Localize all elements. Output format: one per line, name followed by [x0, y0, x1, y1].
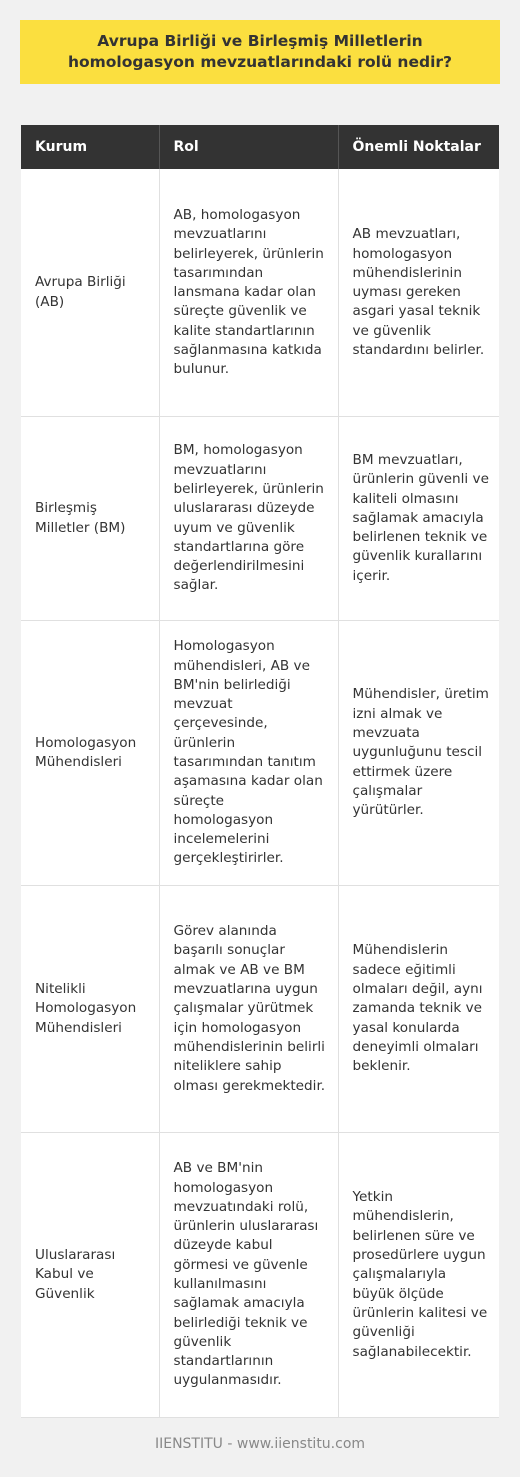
- cell-rol: AB ve BM'nin homologasyon mevzuatındaki rolü, ürünlerin uluslararası düzeyde kabul görmesi ve güvenle kullanılmasını sağlamak amacıyla belirlediği teknik ve güvenlik standartlarının uygulanmasıdır.: [159, 1132, 338, 1417]
- cell-kurum: Uluslararası Kabul ve Güvenlik: [21, 1132, 159, 1417]
- table-row: [21, 1132, 499, 1417]
- cell-onemli-noktalar: Yetkin mühendislerin, belirlenen süre ve prosedürlere uygun çalışmalarıyla büyük ölçüde ürünlerin kalitesi ve güvenliği sağlanabilecektir.: [338, 1132, 499, 1417]
- cell-onemli-noktalar: Mühendisler, üretim izni almak ve mevzuata uygunluğunu tescil ettirmek üzere çalışmalar yürütürler.: [338, 620, 499, 885]
- table-row: [21, 169, 499, 416]
- table-row: [21, 885, 499, 1132]
- homologation-table: [21, 125, 499, 1418]
- title-banner: [20, 20, 500, 84]
- cell-rol: Homologasyon mühendisleri, AB ve BM'nin belirlediği mevzuat çerçevesinde, ürünlerin tasarımından tanıtım aşamasına kadar olan süreçte homologasyon incelemelerini gerçekleştirirler.: [159, 620, 338, 885]
- cell-kurum: Avrupa Birliği (AB): [21, 169, 159, 416]
- cell-rol: BM, homologasyon mevzuatlarını belirleyerek, ürünlerin uluslararası düzeyde uyum ve güvenlik standartlarına göre değerlendirilmesini sağlar.: [159, 416, 338, 620]
- cell-kurum: Nitelikli Homologasyon Mühendisleri: [21, 885, 159, 1132]
- cell-kurum: Birleşmiş Milletler (BM): [21, 416, 159, 620]
- column-header-kurum: Kurum: [21, 125, 159, 169]
- cell-rol: AB, homologasyon mevzuatlarını belirleyerek, ürünlerin tasarımından lansmana kadar olan süreçte güvenlik ve kalite standartlarının sağlanmasına katkıda bulunur.: [159, 169, 338, 416]
- cell-kurum: Homologasyon Mühendisleri: [21, 620, 159, 885]
- cell-rol: Görev alanında başarılı sonuçlar almak ve AB ve BM mevzuatlarına uygun çalışmalar yürütmek için homologasyon mühendislerinin belirli niteliklere sahip olması gerekmektedir.: [159, 885, 338, 1132]
- cell-onemli-noktalar: Mühendislerin sadece eğitimli olmaları değil, aynı zamanda teknik ve yasal konularda deneyimli olmaları beklenir.: [338, 885, 499, 1132]
- column-header-onemli-noktalar: Önemli Noktalar: [338, 125, 499, 169]
- cell-onemli-noktalar: BM mevzuatları, ürünlerin güvenli ve kaliteli olmasını sağlamak amacıyla belirlenen teknik ve güvenlik kurallarını içerir.: [338, 416, 499, 620]
- page-title: Avrupa Birliği ve Birleşmiş Milletlerin homologasyon mevzuatlarındaki rolü nedir?: [67, 32, 453, 71]
- cell-onemli-noktalar: AB mevzuatları, homologasyon mühendislerinin uyması gereken asgari yasal teknik ve güvenlik standardını belirler.: [338, 169, 499, 416]
- column-header-rol: Rol: [159, 125, 338, 169]
- table-header-row: [21, 125, 499, 169]
- table-row: [21, 620, 499, 885]
- table-row: [21, 416, 499, 620]
- footer-credit: IIENSTITU - www.iienstitu.com: [154, 1436, 366, 1452]
